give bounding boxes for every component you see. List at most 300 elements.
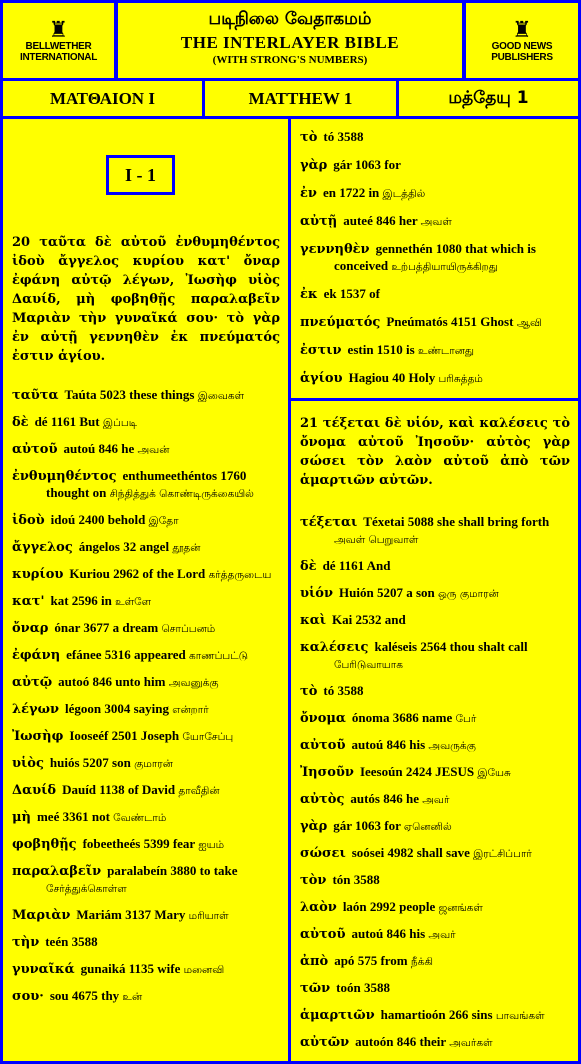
english-gloss: their [419, 1034, 446, 1049]
tamil-gloss: யோசேப்பு [182, 731, 234, 743]
tamil-gloss: ஒரு குமாரன் [438, 588, 499, 600]
word-entry [300, 683, 570, 700]
greek-word: σώσει [300, 846, 346, 861]
tamil-gloss: வேண்டாம் [113, 812, 167, 824]
word-entry [300, 845, 570, 862]
tamil-gloss: இயேசு [477, 767, 511, 779]
tamil-gloss: இரட்சிப்பார் [473, 848, 532, 860]
strongs-number: 4982 [387, 845, 414, 860]
english-gloss: thou shalt call [449, 639, 528, 654]
english-gloss: And [366, 558, 391, 573]
tamil-gloss: என்றார் [172, 704, 209, 716]
english-gloss: appeared [134, 647, 186, 662]
bellwether-logo [3, 3, 114, 78]
english-gloss: he [405, 791, 419, 806]
greek-word: κυρίου [12, 567, 64, 582]
transliteration: tón [332, 872, 351, 887]
word-entry [300, 585, 570, 602]
tamil-gloss: அவள் [420, 216, 452, 228]
tamil-gloss: அவள் பெறுவாள் [334, 534, 419, 546]
strongs-number: 266 [448, 1007, 469, 1022]
greek-word: τέξεται [300, 515, 358, 530]
word-entry [12, 387, 280, 404]
greek-word: αὐτὸς [300, 792, 345, 807]
english-gloss: in [101, 593, 112, 608]
left-logo-line-2: INTERNATIONAL [19, 51, 98, 63]
strongs-number: 1510 [376, 342, 403, 357]
transliteration: sou [49, 988, 69, 1003]
greek-word: υἱὸς [12, 756, 44, 771]
greek-word: ἐν [300, 186, 317, 201]
transliteration: autoú [63, 441, 96, 456]
word-entry [300, 558, 570, 575]
transliteration: légoon [65, 701, 102, 716]
tamil-gloss: இடத்தில் [382, 188, 426, 200]
transliteration: Mariám [76, 907, 122, 922]
transliteration: Kai [332, 612, 353, 627]
transliteration: ónoma [351, 710, 390, 725]
verse-20-text: 20 ταῦτα δὲ αὐτοῦ ἐνθυμηθέντος ἰδοὺ ἄγγελος κυρίου κατ' ὄναρ ἐφάνη αὐτῷ λέγων, Ἰωσὴφ υἱὸς Δαυίδ, μὴ φοβηθῇς παραλαβεῖν Μαριὰν τὴν γυναῖκά σου· τὸ γὰρ ἐν αὐτῇ γεννηθὲν ἐκ πνεύματός ἐστιν ἁγίου. [12, 235, 280, 364]
english-gloss: that which is conceived [334, 241, 536, 273]
tamil-gloss: உண்டானது [417, 345, 474, 357]
english-gloss: of the Lord [142, 566, 206, 581]
greek-word: ἐστιν [300, 343, 342, 358]
greek-word: αὐτοῦ [12, 442, 58, 457]
strongs-number: 846 [98, 441, 119, 456]
strongs-number: 1537 [339, 286, 366, 301]
word-entry [300, 612, 570, 629]
tamil-gloss: உள்ளே [115, 596, 152, 608]
strongs-number: 1138 [99, 782, 125, 797]
word-entry [300, 953, 570, 970]
english-gloss: of [369, 286, 380, 301]
word-entry [300, 1007, 570, 1024]
tamil-gloss: இதோ [148, 515, 179, 527]
tamil-gloss: இவைகள் [197, 390, 245, 402]
tamil-gloss: சேர்த்துக்கொள்ள [46, 883, 127, 895]
strongs-number: 5207 [376, 585, 403, 600]
english-gloss: in [368, 185, 380, 200]
english-gloss: is [406, 342, 415, 357]
word-entry [12, 414, 280, 431]
greek-word: υἱόν [300, 586, 334, 601]
greek-word: γὰρ [300, 158, 328, 173]
greek-word: αὐτῶν [300, 1035, 350, 1050]
strongs-number: 1161 [338, 558, 365, 573]
greek-word: ἰδοὺ [12, 513, 45, 528]
transliteration: kat [50, 593, 69, 608]
english-gloss: Mary [154, 907, 186, 922]
transliteration: Huión [339, 585, 374, 600]
strongs-number: 3137 [125, 907, 152, 922]
greek-word: Ἰωσὴφ [12, 729, 64, 744]
page-header [118, 3, 462, 78]
strongs-number: 2400 [78, 512, 105, 527]
right-logo-line-1: GOOD NEWS [491, 40, 553, 52]
book-greek: ΜΑΤΘΑΙΟΝ I [3, 81, 202, 116]
transliteration: apó [334, 953, 355, 968]
strongs-number: 1161 [50, 414, 77, 429]
strongs-number: 3588 [363, 980, 390, 995]
english-gloss: Joseph [140, 728, 180, 743]
transliteration: idoú [50, 512, 76, 527]
strongs-number: 40 [392, 370, 406, 385]
strongs-number: 3588 [337, 683, 364, 698]
greek-word: ἐφάνη [12, 648, 61, 663]
subtitle: (WITH STRONG'S NUMBERS) [212, 54, 368, 66]
greek-word: δὲ [300, 559, 317, 574]
word-entry [300, 764, 570, 781]
word-entry [300, 286, 570, 303]
transliteration: gár [333, 157, 352, 172]
transliteration: gár [333, 818, 352, 833]
tamil-gloss: ஏனெனில் [403, 821, 452, 833]
greek-word: ἄγγελος [12, 540, 73, 555]
tamil-gloss: அவன் [137, 444, 170, 456]
tamil-gloss: மரியாள் [188, 910, 229, 922]
strongs-number: 2992 [369, 899, 396, 914]
english-gloss: Ghost [480, 314, 514, 329]
tamil-gloss: நீக்கி [410, 956, 433, 968]
word-entry [12, 782, 280, 799]
transliteration: enthumeethéntos [122, 468, 218, 483]
greek-word: τὴν [12, 935, 40, 950]
strongs-number: 2564 [420, 639, 447, 654]
word-entry [12, 907, 280, 924]
word-entry [12, 809, 280, 826]
transliteration: gennethén [375, 241, 433, 256]
word-entry [300, 514, 570, 548]
transliteration: huiós [49, 755, 80, 770]
transliteration: en [322, 185, 336, 200]
greek-word: Ἰησοῦν [300, 765, 354, 780]
tamil-gloss: அவர்கள் [449, 1037, 493, 1049]
greek-word: καὶ [300, 613, 327, 628]
good-news-logo [466, 3, 578, 78]
strongs-number: 32 [123, 539, 137, 554]
tamil-gloss: தூதன் [172, 542, 201, 554]
word-entry [300, 370, 570, 387]
tamil-gloss: பேர் [455, 713, 477, 725]
strongs-number: 5316 [104, 647, 131, 662]
strongs-number: 846 [396, 1034, 417, 1049]
english-gloss: to take [199, 863, 238, 878]
transliteration: ónar [54, 620, 81, 635]
word-entry [300, 899, 570, 916]
greek-word: ἁμαρτιῶν [300, 1008, 375, 1023]
english-gloss: son [112, 755, 131, 770]
tamil-gloss: ஜனங்கள் [438, 902, 483, 914]
english-gloss: behold [107, 512, 146, 527]
transliteration: efánee [66, 647, 102, 662]
english-title: THE INTERLAYER BIBLE [180, 33, 400, 52]
greek-word: λαὸν [300, 900, 337, 915]
transliteration: tó [323, 129, 335, 144]
transliteration: Téxetai [363, 514, 405, 529]
english-gloss: of David [127, 782, 176, 797]
transliteration: Pneúmatós [386, 314, 448, 329]
greek-word: αὐτῷ [12, 675, 53, 690]
verse-20-continued-list [300, 129, 570, 398]
transliteration: autoú [351, 737, 384, 752]
greek-word: γεννηθὲν [300, 242, 370, 257]
strongs-number: 3004 [104, 701, 131, 716]
tamil-gloss: குமாரன் [134, 758, 173, 770]
tamil-title: படிநிலை வேதாகமம் [208, 9, 372, 29]
chapter-label: I - 1 [106, 155, 175, 195]
strongs-number: 5399 [143, 836, 170, 851]
transliteration: meé [36, 809, 60, 824]
transliteration: autoú [351, 926, 384, 941]
english-gloss: his [409, 737, 426, 752]
word-entry [300, 791, 570, 808]
tamil-gloss: பாவங்கள் [495, 1010, 545, 1022]
word-entry [12, 934, 280, 951]
greek-word: τὸ [300, 684, 318, 699]
word-entry [12, 988, 280, 1005]
greek-word: ταῦτα [12, 388, 59, 403]
greek-word: λέγων [12, 702, 59, 717]
strongs-number: 3588 [353, 872, 380, 887]
transliteration: laón [342, 899, 367, 914]
word-entry [12, 593, 280, 610]
english-gloss: his [409, 926, 426, 941]
strongs-number: 1135 [128, 961, 155, 976]
transliteration: autoó [58, 674, 90, 689]
english-gloss: fear [172, 836, 195, 851]
transliteration: estin [347, 342, 374, 357]
word-entry [300, 980, 570, 997]
transliteration: fobeetheés [82, 836, 141, 851]
greek-word: κατ' [12, 594, 45, 609]
english-gloss: not [91, 809, 110, 824]
word-entry [300, 241, 570, 275]
greek-word: μὴ [12, 810, 31, 825]
greek-word: αὐτοῦ [300, 927, 346, 942]
greek-word: Δαυίδ [12, 783, 57, 798]
tamil-gloss: காணப்பட்டு [189, 650, 248, 662]
greek-word: Μαριὰν [12, 908, 71, 923]
greek-word: παραλαβεῖν [12, 864, 102, 879]
word-entry [300, 737, 570, 754]
strongs-number: 846 [376, 213, 396, 228]
english-gloss: name [421, 710, 453, 725]
transliteration: dé [322, 558, 336, 573]
english-gloss: people [399, 899, 436, 914]
transliteration: gunaiká [80, 961, 126, 976]
english-gloss: shall save [416, 845, 470, 860]
english-gloss: he [121, 441, 135, 456]
transliteration: Dauíd [62, 782, 97, 797]
english-gloss: thy [101, 988, 120, 1003]
tamil-gloss: அவர் [428, 929, 456, 941]
english-gloss: from [380, 953, 408, 968]
greek-word: τῶν [300, 981, 331, 996]
book-english: MATTHEW 1 [205, 81, 396, 116]
transliteration: auteé [343, 213, 373, 228]
word-entry [300, 157, 570, 174]
greek-word: σου· [12, 989, 44, 1004]
strongs-number: 3588 [71, 934, 98, 949]
strongs-number: 3880 [170, 863, 197, 878]
strongs-number: 1760 [220, 468, 247, 483]
word-entry [12, 512, 280, 529]
strongs-number: 1063 [355, 157, 382, 172]
greek-word: αὐτῇ [300, 214, 338, 229]
transliteration: autós [350, 791, 380, 806]
transliteration: toón [336, 980, 361, 995]
transliteration: Ieesoún [359, 764, 403, 779]
greek-word: δὲ [12, 415, 29, 430]
strongs-number: 5207 [82, 755, 109, 770]
word-entry [12, 566, 280, 583]
strongs-number: 846 [92, 674, 112, 689]
greek-word: ἀπὸ [300, 954, 329, 969]
word-entry [300, 1034, 570, 1051]
tamil-gloss: அவருக்கு [428, 740, 476, 752]
tamil-gloss: உற்பத்தியாயிருக்கிறது [391, 261, 498, 273]
left-logo-line-1: BELLWETHER [25, 40, 92, 52]
transliteration: Taúta [64, 387, 97, 402]
english-gloss: she shall bring forth [436, 514, 550, 529]
strongs-number: 2424 [405, 764, 432, 779]
english-gloss: sins [471, 1007, 493, 1022]
greek-word: τὸν [300, 873, 327, 888]
word-entry [12, 647, 280, 664]
transliteration: teén [45, 934, 69, 949]
transliteration: ángelos [78, 539, 120, 554]
strongs-number: 846 [383, 791, 403, 806]
word-entry [12, 728, 280, 745]
strongs-number: 1080 [435, 241, 462, 256]
transliteration: autoón [355, 1034, 394, 1049]
greek-word: ἐκ [300, 287, 318, 302]
word-entry [300, 926, 570, 943]
english-gloss: angel [139, 539, 170, 554]
word-entry [12, 755, 280, 772]
greek-word: πνεύματός [300, 315, 381, 330]
transliteration: Kuriou [69, 566, 110, 581]
verse-20-word-list [12, 387, 280, 1015]
word-entry [300, 818, 570, 835]
tamil-gloss: பேரிடுவாயாக [334, 659, 403, 671]
greek-word: καλέσεις [300, 640, 369, 655]
word-entry [12, 863, 280, 897]
tamil-gloss: பரிசுத்தம் [438, 373, 483, 385]
greek-word: φοβηθῇς [12, 837, 77, 852]
strongs-number: 2596 [71, 593, 98, 608]
greek-word: ὄνομα [300, 711, 346, 726]
transliteration: ek [323, 286, 337, 301]
transliteration: hamartioón [380, 1007, 446, 1022]
word-entry [300, 213, 570, 230]
right-logo-line-2: PUBLISHERS [491, 51, 553, 63]
word-entry [12, 441, 280, 458]
word-entry [300, 342, 570, 359]
tamil-gloss: அவனுக்கு [168, 677, 219, 689]
book-tamil: மத்தேயு 1 [399, 81, 578, 116]
strongs-number: 5023 [99, 387, 126, 402]
strongs-number: 1063 [355, 818, 382, 833]
english-gloss: for [384, 157, 401, 172]
english-gloss: for [384, 818, 401, 833]
english-gloss: But [79, 414, 100, 429]
strongs-number: 4675 [71, 988, 98, 1003]
word-entry [12, 674, 280, 691]
word-entry [12, 468, 280, 502]
word-entry [12, 701, 280, 718]
tamil-gloss: இப்படி [102, 417, 138, 429]
transliteration: tó [323, 683, 335, 698]
english-gloss: thought on [46, 485, 107, 500]
transliteration: dé [34, 414, 48, 429]
strongs-number: 3588 [337, 129, 364, 144]
word-entry [300, 639, 570, 673]
word-entry [300, 129, 570, 146]
strongs-number: 3686 [392, 710, 419, 725]
logo-figure-icon: ♜ [48, 16, 69, 42]
transliteration: Hagiou [348, 370, 390, 385]
word-entry [300, 872, 570, 889]
greek-word: ἐνθυμηθέντος [12, 469, 117, 484]
tamil-gloss: உன் [122, 991, 143, 1003]
english-gloss: wife [157, 961, 181, 976]
strongs-number: 3361 [62, 809, 89, 824]
word-entry [12, 620, 280, 637]
english-gloss: JESUS [435, 764, 475, 779]
english-gloss: and [384, 612, 406, 627]
greek-word: τὸ [300, 130, 318, 145]
english-gloss: unto him [115, 674, 166, 689]
greek-word: αὐτοῦ [300, 738, 346, 753]
word-entry [300, 710, 570, 727]
greek-word: γὰρ [300, 819, 328, 834]
strongs-number: 846 [386, 737, 407, 752]
english-gloss: her [398, 213, 418, 228]
tamil-gloss: ஆவி [516, 317, 542, 329]
strongs-number: 2532 [355, 612, 382, 627]
strongs-number: 2501 [111, 728, 138, 743]
tamil-gloss: சிந்தித்துக் கொண்டிருக்கையில் [109, 488, 254, 500]
tamil-gloss: தாவீதின் [178, 785, 220, 797]
strongs-number: 1722 [339, 185, 366, 200]
logo-figure-icon: ♜ [512, 16, 532, 42]
greek-word: γυναῖκά [12, 962, 75, 977]
tamil-gloss: கர்த்தருடைய [208, 569, 272, 581]
verse-21-text: 21 τέξεται δὲ υἱόν, καὶ καλέσεις τὸ ὄνομα αὐτοῦ Ἰησοῦν· αὐτὸς γὰρ σώσει τὸν λαὸν αὐτοῦ ἀπὸ τῶν ἁμαρτιῶν αὐτῶν. [300, 416, 570, 488]
strongs-number: 3677 [83, 620, 110, 635]
word-entry [12, 961, 280, 978]
tamil-gloss: மனைவி [183, 964, 225, 976]
transliteration: paralabeín [107, 863, 168, 878]
strongs-number: 846 [386, 926, 407, 941]
strongs-number: 5088 [407, 514, 434, 529]
verse-21-word-list [300, 514, 570, 1061]
strongs-number: 4151 [450, 314, 477, 329]
transliteration: Iooseéf [69, 728, 109, 743]
tamil-gloss: சொப்பனம் [161, 623, 216, 635]
strongs-number: 2962 [113, 566, 140, 581]
english-gloss: Holy [408, 370, 436, 385]
tamil-gloss: ஐயம் [198, 839, 225, 851]
transliteration: kaléseis [374, 639, 418, 654]
transliteration: soósei [351, 845, 385, 860]
english-gloss: these things [129, 387, 195, 402]
word-entry [12, 836, 280, 853]
word-entry [300, 185, 570, 202]
english-gloss: a dream [112, 620, 159, 635]
english-gloss: saying [133, 701, 170, 716]
